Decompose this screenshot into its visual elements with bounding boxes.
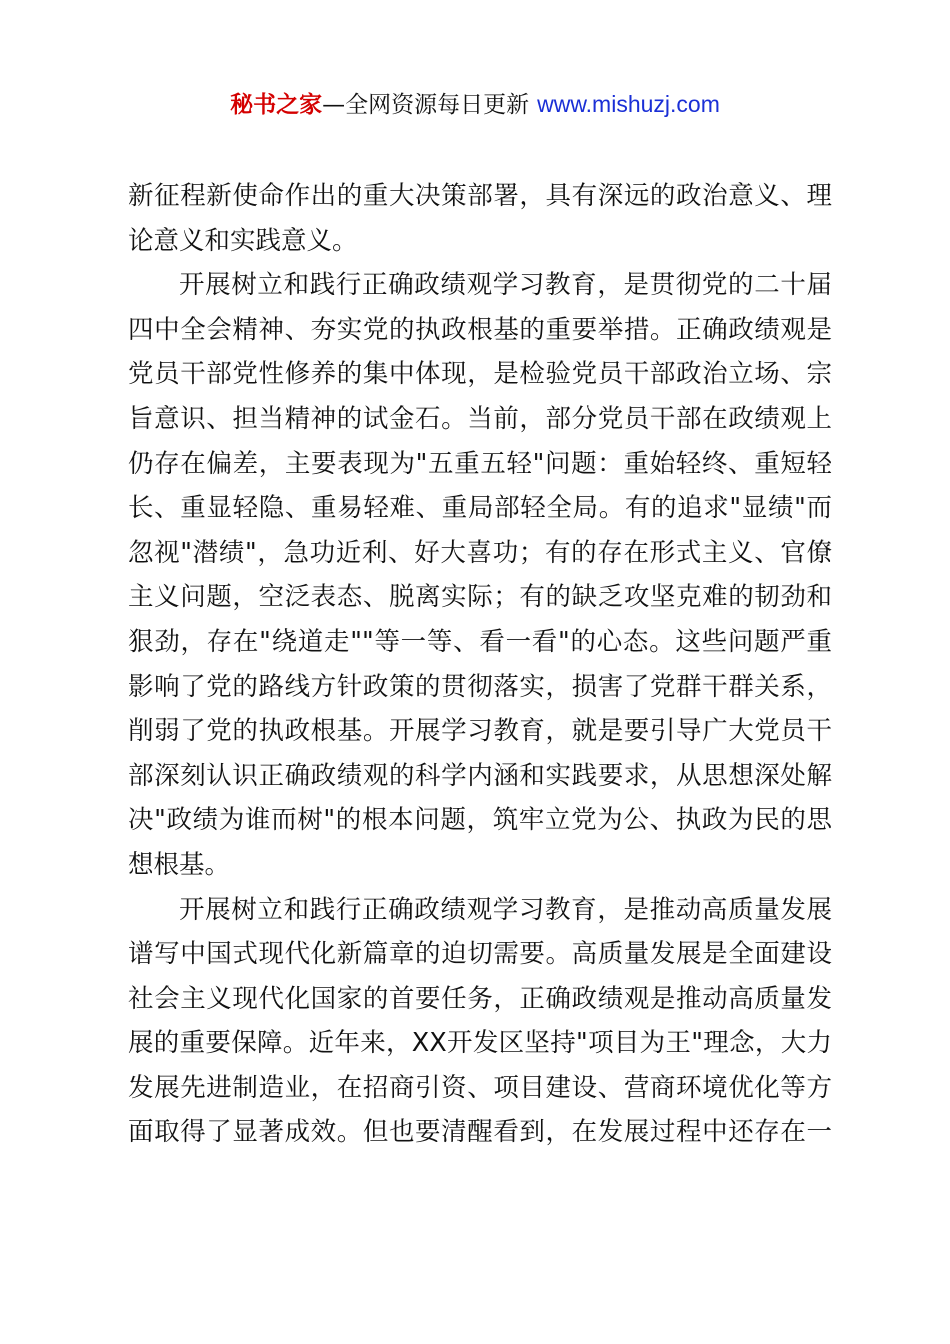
text-line: 谱写中国式现代化新篇章的迫切需要。高质量发展是全面建设 [128,939,832,970]
text-line: 四中全会精神、夯实党的执政根基的重要举措。正确政绩观是 [128,314,832,345]
text-line: 部深刻认识正确政绩观的科学内涵和实践要求，从思想深处解 [128,760,832,791]
text-line: 论意义和实践意义。 [128,225,358,256]
text-line: 新征程新使命作出的重大决策部署，具有深远的政治意义、理 [128,181,832,211]
text-line: 想根基。 [128,849,231,880]
text-line: 决"政绩为谁而树"的根本问题，筑牢立党为公、执政为民的思 [128,805,832,836]
site-url-link[interactable]: www.mishuzj.com [537,91,720,117]
header-tagline: —全网资源每日更新 [322,92,530,118]
text-line: 社会主义现代化国家的首要任务，正确政绩观是推动高质量发 [128,983,832,1014]
text-line: 面取得了显著成效。但也要清醒看到，在发展过程中还存在一 [128,1117,832,1148]
text-line: 开展树立和践行正确政绩观学习教育，是贯彻党的二十届 [179,270,832,301]
paragraph [128,174,832,263]
text-line: 影响了党的路线方针政策的贯彻落实，损害了党群干群关系， [128,671,832,702]
text-line: 旨意识、担当精神的试金石。当前，部分党员干部在政绩观上 [128,403,832,434]
text-line: 仍存在偏差，主要表现为"五重五轻"问题：重始轻终、重短轻 [128,448,832,479]
text-line: 展的重要保障。近年来，XX开发区坚持"项目为王"理念，大力 [128,1028,832,1059]
page-header [0,88,950,121]
text-line: 削弱了党的执政根基。开展学习教育，就是要引导广大党员干 [128,716,832,747]
brand-name: 秘书之家 [230,92,323,118]
document-body [128,174,832,1155]
paragraph [128,888,832,1156]
paragraph [128,263,832,887]
text-line: 发展先进制造业，在招商引资、项目建设、营商环境优化等方 [128,1072,832,1103]
text-line: 忽视"潜绩"，急功近利、好大喜功；有的存在形式主义、官僚 [128,537,832,568]
text-line: 开展树立和践行正确政绩观学习教育，是推动高质量发展 [179,894,832,925]
text-line: 主义问题，空泛表态、脱离实际；有的缺乏攻坚克难的韧劲和 [128,582,832,613]
text-line: 党员干部党性修养的集中体现，是检验党员干部政治立场、宗 [128,359,832,390]
text-line: 长、重显轻隐、重易轻难、重局部轻全局。有的追求"显绩"而 [128,493,832,524]
text-line: 狠劲，存在"绕道走""等一等、看一看"的心态。这些问题严重 [128,626,832,657]
